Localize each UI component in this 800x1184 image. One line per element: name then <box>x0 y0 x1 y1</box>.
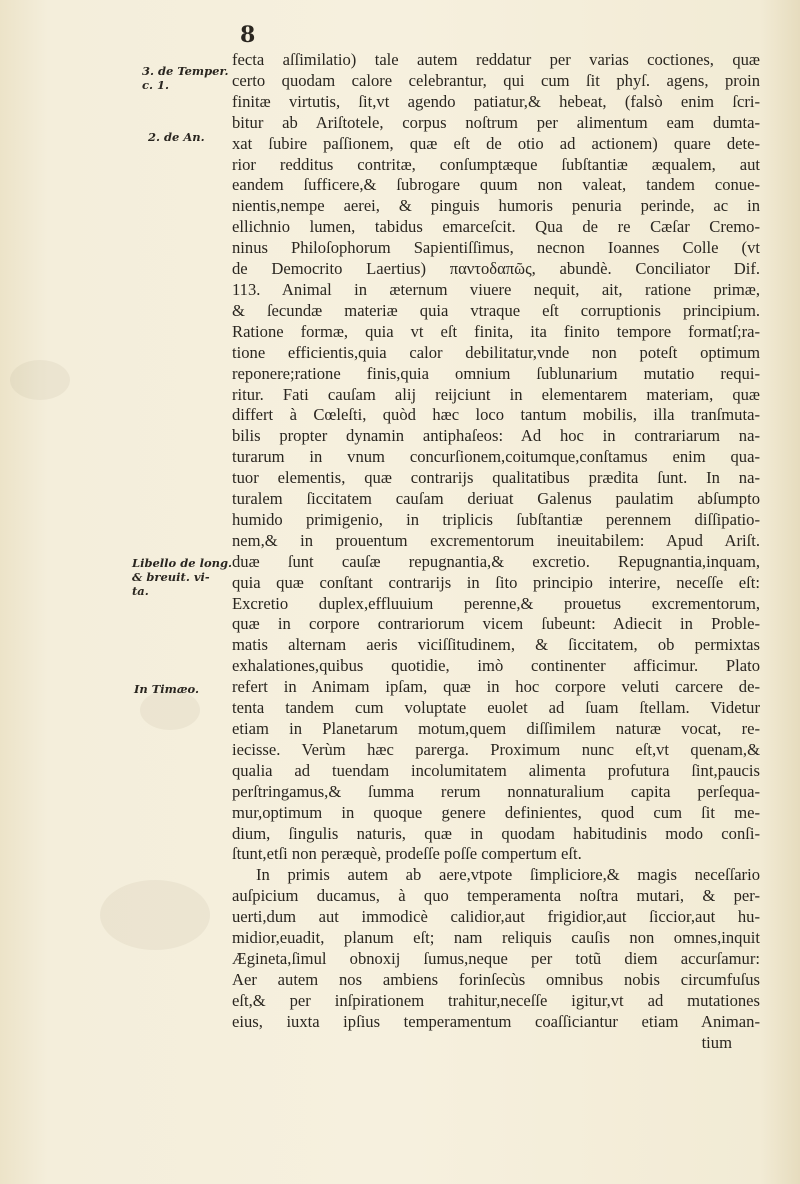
text-line: humido primigenio, in triplicis ſubſtantiæ perennem diſſipatio- <box>232 509 760 529</box>
text-line: turalem ſiccitatem cauſam deriuat Galenus paulatim abſumpto <box>232 489 760 509</box>
text-line: ninus Philoſophorum Sapientiſſimus, necnon Ioannes Colle (vt <box>232 238 760 258</box>
text-line: qualia ad tuendam incolumitatem alimenta profutura ſint,paucis <box>232 760 760 780</box>
text-line: turarum in vnum concurſionem,coitumque,conſtamus enim qua- <box>232 447 760 467</box>
text-line: ritur. Fati cauſam alij reijciunt in elementarem materiam, quæ <box>232 384 760 404</box>
text-line: auſpicium ducamus, à quo temperamenta noſtra mutari, & per- <box>232 886 760 906</box>
margin-note-de-an <box>148 130 205 144</box>
text-line: bitur ab Ariſtotele, corpus noſtrum per alimentum eam dumta- <box>232 112 760 132</box>
body-text <box>232 50 760 1054</box>
margin-note-line: 3. de Temper. <box>142 64 229 78</box>
text-line: xat ſubire paſſionem, quæ eſt de otio ad actionem) quare dete- <box>232 133 760 153</box>
margin-note-in-timaeo <box>134 682 199 696</box>
margin-note-line: & breuit. vi- <box>132 570 210 584</box>
margin-note-line: ta. <box>132 584 149 598</box>
text-line: 113. Animal in æternum viuere nequit, ait, ratione primæ, <box>232 279 760 299</box>
text-line: perſtringamus,& ſumma rerum nonnaturalium capita perſequa- <box>232 781 760 801</box>
text-line: rior redditus contritæ, conſumptæque ſubſtantiæ æqualem, aut <box>232 154 760 174</box>
margin-note-line: c. 1. <box>142 78 170 92</box>
text-line: ellichnio lumen, tabidus emarceſcit. Qua de re Cæſar Cremo- <box>232 217 760 237</box>
text-line: eſt,& per inſpirationem trahitur,neceſſe igitur,vt ad mutationes <box>232 990 760 1010</box>
text-line: etiam in Planetarum motum,quem diſſimilem naturæ vocat, re- <box>232 719 760 738</box>
margin-note-line: 2. de An. <box>148 130 205 144</box>
text-line: mur,optimum in quoque genere definientes, quod cum ſit me- <box>232 802 760 822</box>
text-line: de Democrito Laertius) παντοδαπῶς, abundè. Conciliator Dif. <box>232 259 760 279</box>
text-line: differt à Cœleſti, quòd hæc loco tantum mobilis, illa tranſmuta- <box>232 405 760 425</box>
text-line: refert in Animam ipſam, quæ in hoc corpore veluti carcere de- <box>232 677 760 697</box>
text-line: fecta aſſimilatio) tale autem reddatur per varias coctiones, quæ <box>232 50 760 69</box>
text-line: Aer autem nos ambiens forinſecùs omnibus nobis circumfuſus <box>232 969 760 989</box>
text-line: exhalationes,quibus quotidie, imò continenter afficimur. Plato <box>232 656 760 676</box>
text-line: quia quæ conſtant contrarijs in ſito principio interire, neceſſe eſt: <box>232 572 760 592</box>
text-line: matis alternam aeris viciſſitudinem, & ſiccitatem, ob permixtas <box>232 635 760 655</box>
text-line: Ratione formæ, quia vt eſt finita, ita finito tempore formatſ;ra- <box>232 321 760 341</box>
margin-note-de-temper <box>142 64 228 92</box>
margin-notes <box>0 0 233 1184</box>
text-line: eandem ſufficere,& ſubrogare quum non valeat, tandem conue- <box>232 175 760 195</box>
text-line: bilis propter dynamin antiphaſeos: Ad hoc in contrariarum na- <box>232 426 760 446</box>
margin-note-line: In Timæo. <box>134 682 200 696</box>
text-line: duæ ſunt cauſæ repugnantia,& excretio. Repugnantia,inquam, <box>232 551 760 571</box>
paragraph-start-line: In primis autem ab aere,vtpote ſimpliciore,& magis neceſſario <box>256 865 760 885</box>
text-line: Excretio duplex,effluuium perenne,& prouetus excrementorum, <box>232 593 760 613</box>
text-line: & ſecundæ materiæ quia vtraque eſt corruptionis principium. <box>232 300 760 320</box>
text-line: quæ in corpore contrariorum vicem ſubeunt: Adiecit in Proble- <box>232 614 760 634</box>
text-line: iecisse. Verùm hæc parerga. Proximum nunc eſt,vt quenam,& <box>232 739 760 759</box>
text-line: uerti,dum aut immodicè calidior,aut frigidior,aut ſiccior,aut hu- <box>232 907 760 927</box>
text-line: tenta tandem cum voluptate euolet ad ſuam ſtellam. Videtur <box>232 698 760 718</box>
text-line: dium, ſingulis naturis, quæ in quodam habitudinis modo conſi- <box>232 823 760 843</box>
text-line: nem,& in prouentum excrementorum ineuitabilem: Apud Ariſt. <box>232 530 760 550</box>
text-line: tuor elementis, quæ contrarijs qualitatibus prædita ſunt. In na- <box>232 468 760 488</box>
text-line: finitæ virtutis, ſit,vt agendo patiatur,& hebeat, (falsò enim ſcri- <box>232 91 760 111</box>
text-line: certo quodam calore celebrantur, qui cum ſit phyſ. agens, proin <box>232 70 760 90</box>
page-number: 8 <box>240 22 257 48</box>
text-line: tione efficientis,quia calor debilitatur,vnde non poteſt optimum <box>232 342 760 362</box>
margin-note-line: Libello de long. <box>132 556 233 570</box>
paragraph-end-line: ſtunt,etſi non peræquè, prodeſſe poſſe compertum eſt. <box>232 844 582 864</box>
text-line: reponere;ratione finis,quia omnium ſublunarium mutatio requi- <box>232 363 760 383</box>
text-line: nientis,nempe aerei, & pinguis humoris penuria perinde, ac in <box>232 196 760 216</box>
text-line: midior,euadit, planum eſt; nam reliquis cauſis non omnes,inquit <box>232 928 760 948</box>
margin-note-libello <box>132 556 232 598</box>
text-line: Ægineta,ſimul obnoxij ſumus,neque per totũ diem accurſamur: <box>232 948 760 968</box>
catchword: tium <box>701 1032 732 1052</box>
text-line: eius, iuxta ipſius temperamentum coaſſiciantur etiam Animan- <box>232 1011 760 1031</box>
